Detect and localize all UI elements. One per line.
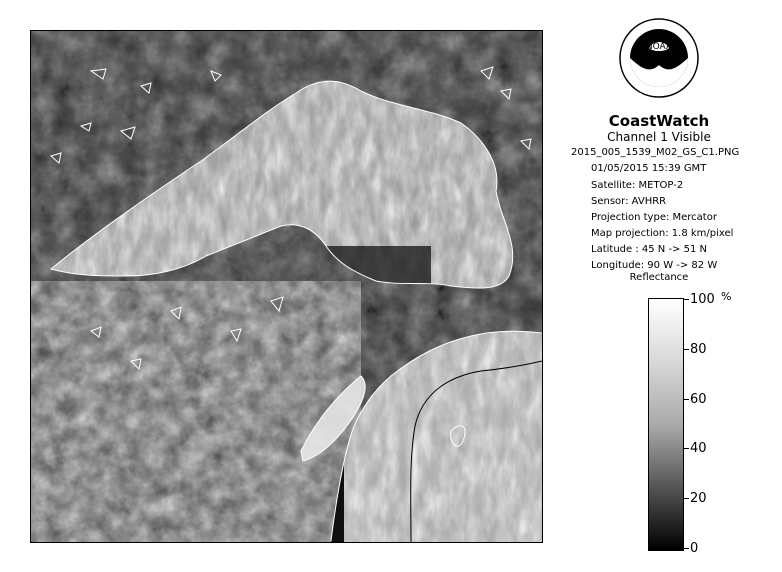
colorbar-tick-label: 60	[690, 392, 707, 407]
projection-type: Projection type: Mercator	[591, 212, 717, 223]
colorbar-tick	[683, 299, 689, 300]
sensor-info: Sensor: AVHRR	[591, 196, 667, 207]
noaa-logo	[619, 18, 699, 98]
colorbar-tick	[683, 448, 689, 449]
latitude-range: Latitude : 45 N -> 51 N	[591, 244, 707, 255]
map-projection: Map projection: 1.8 km/pixel	[591, 228, 734, 239]
reflectance-colorbar	[648, 298, 684, 551]
colorbar-tick	[683, 498, 689, 499]
colorbar-title: Reflectance	[629, 272, 689, 283]
colorbar-unit: %	[721, 290, 732, 303]
satellite-info: Satellite: METOP-2	[591, 180, 684, 191]
satellite-scene	[31, 31, 542, 542]
longitude-range: Longitude: 90 W -> 82 W	[591, 260, 718, 271]
colorbar-tick-label: 0	[690, 541, 699, 556]
colorbar-tick	[683, 399, 689, 400]
logo-text: NOAA	[645, 42, 673, 52]
satellite-image	[30, 30, 543, 543]
colorbar-tick	[683, 548, 689, 549]
colorbar-tick-label: 40	[690, 441, 707, 456]
colorbar-tick-label: 80	[690, 342, 707, 357]
colorbar-tick-label: 20	[690, 491, 707, 506]
colorbar-tick	[683, 349, 689, 350]
channel-label: Channel 1 Visible	[607, 130, 711, 144]
file-name: 2015_005_1539_M02_GS_C1.PNG	[571, 147, 740, 158]
noaa-logo-graphic	[619, 18, 699, 98]
colorbar-tick-label: 100	[690, 292, 715, 307]
product-title: CoastWatch	[608, 112, 710, 130]
datetime: 01/05/2015 15:39 GMT	[591, 163, 707, 174]
